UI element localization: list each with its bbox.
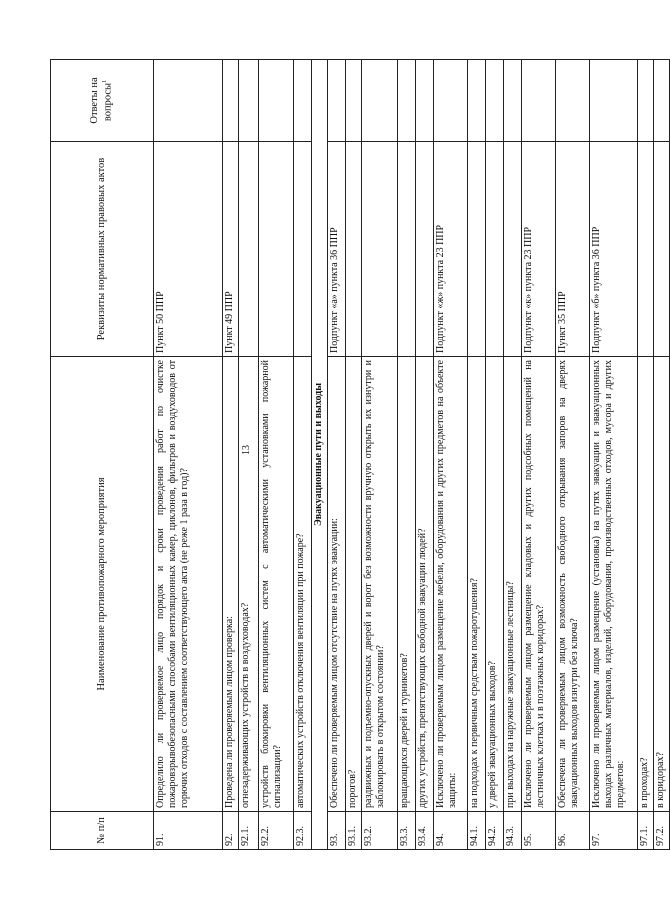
header-answers: Ответы на вопросы$^1$ bbox=[51, 60, 154, 142]
row-text: Исключено ли проверяемым лицом размещение кладовых и других подсобных помещений на лестничных клетках и в поэтажных коридорах? bbox=[522, 357, 556, 812]
row-num: 94.2. bbox=[486, 812, 504, 850]
row-text: Обеспечено ли проверяемым лицом отсутствие на путях эвакуации: bbox=[328, 357, 346, 812]
answer-cell[interactable] bbox=[416, 60, 434, 142]
table-row bbox=[416, 60, 434, 850]
row-text: Исключено ли проверяемым лицом размещение (установка) на путях эвакуации и эвакуационных выходах различных материалов, изделий, оборудования, производственных отходов, мусора и других предметов: bbox=[590, 357, 638, 812]
row-num: 94. bbox=[434, 812, 468, 850]
answer-cell[interactable] bbox=[154, 60, 223, 142]
row-ref: Пункт 49 ППР bbox=[223, 142, 239, 357]
row-num: 93.2. bbox=[362, 812, 398, 850]
row-text: вращающихся дверей и турникетов? bbox=[398, 357, 416, 812]
row-num: 92. bbox=[223, 812, 239, 850]
row-num: 93.4. bbox=[416, 812, 434, 850]
page-number: 13 bbox=[241, 445, 252, 455]
row-num: 95. bbox=[522, 812, 556, 850]
row-num: 97.1. bbox=[638, 812, 654, 850]
row-text: Определило ли проверяемое лицо порядок и сроки проведения работ по очистке пожаровзрывобезопасными способами вентиляционных камер, циклонов, фильтров и воздуховодов от горючих отходов с составлением соответствующего акта (не реже 1 раза в год)? bbox=[154, 357, 223, 812]
table-row bbox=[590, 60, 638, 850]
row-num: 93. bbox=[328, 812, 346, 850]
answer-cell[interactable] bbox=[638, 60, 654, 142]
row-text: порогов? bbox=[346, 357, 362, 812]
header-refs: Реквизиты нормативных правовых актов bbox=[51, 142, 154, 357]
table-row bbox=[259, 60, 294, 850]
table-header-row bbox=[51, 60, 154, 850]
table-row bbox=[486, 60, 504, 850]
answer-cell[interactable] bbox=[362, 60, 398, 142]
table-row bbox=[154, 60, 223, 850]
row-text: у дверей эвакуационных выходов? bbox=[486, 357, 504, 812]
row-ref: Подпункт «к» пункта 23 ППР bbox=[522, 142, 556, 357]
row-ref bbox=[362, 142, 398, 357]
answer-cell[interactable] bbox=[239, 60, 259, 142]
row-ref bbox=[638, 142, 654, 357]
row-num: 91. bbox=[154, 812, 223, 850]
row-num: 97. bbox=[590, 812, 638, 850]
row-ref: Подпункт «б» пункта 36 ППР bbox=[590, 142, 638, 357]
row-ref bbox=[239, 142, 259, 357]
row-text: в коридорах? bbox=[654, 357, 670, 812]
answer-cell[interactable] bbox=[398, 60, 416, 142]
answer-cell[interactable] bbox=[468, 60, 486, 142]
row-text: Исключено ли проверяемым лицом размещение мебели, оборудования и других предметов на объекте защиты: bbox=[434, 357, 468, 812]
row-ref bbox=[486, 142, 504, 357]
table-row bbox=[434, 60, 468, 850]
answer-cell[interactable] bbox=[486, 60, 504, 142]
answer-cell[interactable] bbox=[654, 60, 670, 142]
row-text: раздвижных и подъемно-опускных дверей и ворот без возможности вручную открыть их изнутри и заблокировать в открытом состоянии? bbox=[362, 357, 398, 812]
section-title: Эвакуационные пути и выходы bbox=[312, 60, 328, 850]
answer-cell[interactable] bbox=[346, 60, 362, 142]
table-row bbox=[556, 60, 590, 850]
header-name: Наименование противопожарного мероприятия bbox=[51, 357, 154, 812]
table-row bbox=[468, 60, 486, 850]
row-text: автоматических устройств отключения вентиляции при пожаре? bbox=[294, 357, 312, 812]
row-ref: Подпункт «а» пункта 36 ППР bbox=[328, 142, 346, 357]
answer-cell[interactable] bbox=[556, 60, 590, 142]
row-num: 97.2. bbox=[654, 812, 670, 850]
row-ref bbox=[259, 142, 294, 357]
row-num: 92.1. bbox=[239, 812, 259, 850]
row-ref bbox=[654, 142, 670, 357]
row-ref: Пункт 35 ППР bbox=[556, 142, 590, 357]
table-row bbox=[638, 60, 654, 850]
answer-cell[interactable] bbox=[504, 60, 522, 142]
row-text: при выходах на наружные эвакуационные лестницы? bbox=[504, 357, 522, 812]
row-text: в проходах? bbox=[638, 357, 654, 812]
answer-cell[interactable] bbox=[590, 60, 638, 142]
row-num: 92.3. bbox=[294, 812, 312, 850]
row-text: устройств блокировки вентиляционных систем с автоматическими установками пожарной сигнализации? bbox=[259, 357, 294, 812]
table-row bbox=[654, 60, 670, 850]
row-ref bbox=[504, 142, 522, 357]
answer-cell[interactable] bbox=[294, 60, 312, 142]
table-row bbox=[239, 60, 259, 850]
row-num: 92.2. bbox=[259, 812, 294, 850]
row-ref: Подпункт «ж» пункта 23 ППР bbox=[434, 142, 468, 357]
row-ref bbox=[346, 142, 362, 357]
fire-safety-checklist-table bbox=[50, 59, 670, 850]
rotated-table-wrapper bbox=[50, 60, 666, 850]
answer-cell[interactable] bbox=[259, 60, 294, 142]
table-row bbox=[398, 60, 416, 850]
table-row bbox=[346, 60, 362, 850]
row-num: 93.1. bbox=[346, 812, 362, 850]
answer-cell[interactable] bbox=[328, 60, 346, 142]
table-row bbox=[362, 60, 398, 850]
header-num: № п/п bbox=[51, 812, 154, 850]
table-row bbox=[223, 60, 239, 850]
row-ref bbox=[416, 142, 434, 357]
row-ref: Пункт 50 ППР bbox=[154, 142, 223, 357]
answer-cell[interactable] bbox=[434, 60, 468, 142]
row-num: 94.1. bbox=[468, 812, 486, 850]
answer-cell[interactable] bbox=[522, 60, 556, 142]
table-row bbox=[294, 60, 312, 850]
row-text: Проведена ли проверяемым лицом проверка: bbox=[223, 357, 239, 812]
table-row bbox=[328, 60, 346, 850]
section-row bbox=[312, 60, 328, 850]
row-num: 93.3. bbox=[398, 812, 416, 850]
row-ref bbox=[294, 142, 312, 357]
row-text: Обеспечена ли проверяемым лицом возможность свободного открывания запоров на дверях эвакуационных выходов изнутри без ключа? bbox=[556, 357, 590, 812]
row-text: на подходах к первичным средствам пожаротушения? bbox=[468, 357, 486, 812]
table-row bbox=[504, 60, 522, 850]
row-text: огнезадерживающих устройств в воздуховодах? bbox=[239, 357, 259, 812]
table-row bbox=[522, 60, 556, 850]
row-ref bbox=[468, 142, 486, 357]
row-text: других устройств, препятствующих свободной эвакуации людей? bbox=[416, 357, 434, 812]
row-num: 96. bbox=[556, 812, 590, 850]
row-ref bbox=[398, 142, 416, 357]
answer-cell[interactable] bbox=[223, 60, 239, 142]
row-num: 94.3. bbox=[504, 812, 522, 850]
